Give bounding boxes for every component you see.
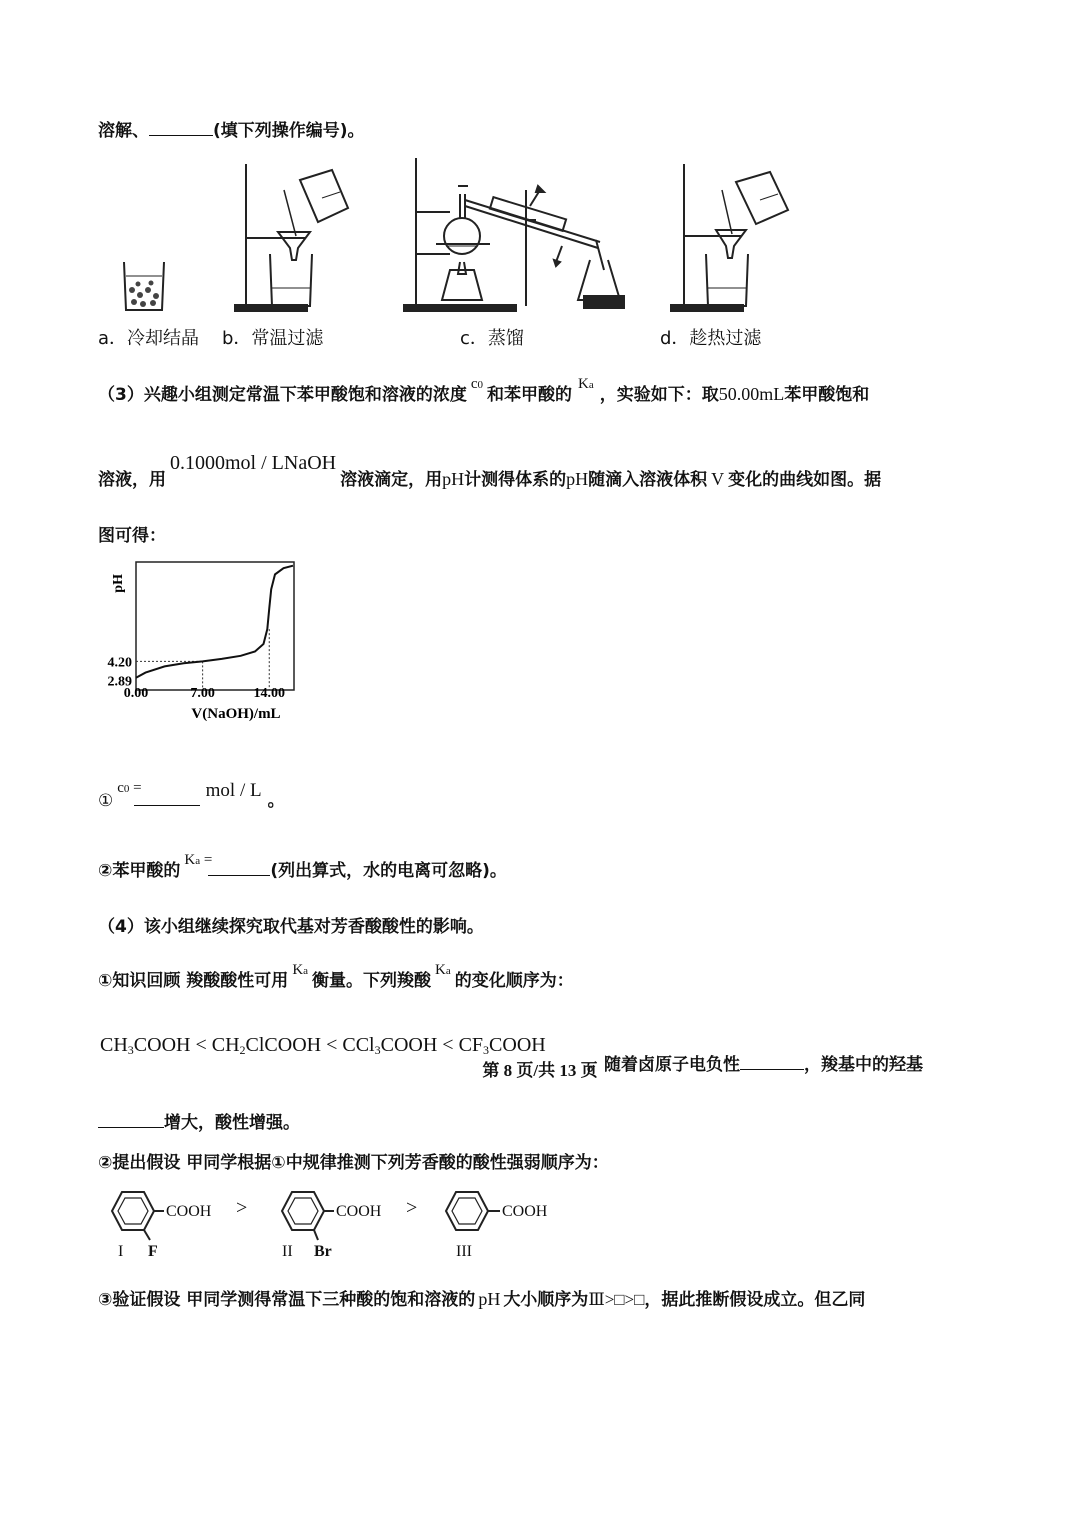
q3-line2 (98, 452, 882, 491)
titration-chart (96, 556, 316, 726)
ka-symbol (578, 376, 594, 392)
x-axis-label: V(NaOH)/mL (191, 706, 281, 722)
q3-text-c: ，实验如下：取 (599, 385, 719, 405)
q3-text-i: 变化的曲线如图。据 (728, 470, 882, 490)
c0-subscript-2: 0 (123, 783, 130, 795)
sub-question-1 (98, 780, 285, 812)
know-text-c: 的变化顺序为： (454, 971, 574, 991)
q3-text-d: 苯甲酸饱和 (784, 385, 870, 405)
q3-line1 (98, 376, 870, 405)
formula-subscript: 2 (239, 1043, 246, 1057)
acid-II-group: COOH (336, 1203, 382, 1220)
item-number-1: ① (98, 791, 114, 811)
know-text-a: ①知识回顾 羧酸酸性可用 (98, 971, 289, 991)
q3-text-a: （3）兴趣小组测定常温下苯甲酸饱和溶液的浓度 (98, 385, 467, 405)
fill-blank-line (98, 116, 365, 141)
polarity-blank[interactable] (98, 1111, 164, 1128)
page-footer-wrap (0, 1056, 1080, 1081)
ph-meter: pH (442, 469, 465, 489)
q3-text-h: 随滴入溶液体积 (588, 470, 708, 490)
y-tick-4.20: 4.20 (107, 655, 132, 671)
chart-frame (136, 562, 294, 690)
acid-II-substituent: Br (314, 1243, 332, 1260)
q3-text-e: 溶液，用 (98, 470, 166, 490)
apparatus-c-distillation (404, 158, 624, 311)
answer-blank[interactable] (149, 119, 213, 136)
hypothesis-line: ②提出假设 甲同学根据①中规律推测下列芳香酸的酸性强弱顺序为： (98, 1153, 609, 1173)
ph-label: pH (566, 469, 589, 489)
x-tick-14: 14.00 (253, 686, 286, 701)
apparatus-b-filtration (235, 164, 348, 311)
knowledge-review-line (98, 962, 574, 991)
verification-line (98, 1285, 865, 1310)
page-footer: 第 8 页/共 13 页 (482, 1061, 598, 1080)
naoh-concentration: 0.1000mol / LNaOH (170, 452, 337, 474)
volume-value: 50.00mL (718, 384, 785, 404)
polarity-text: 增大，酸性增强。 (164, 1113, 300, 1133)
verify-text-b: 大小顺序为 (503, 1290, 589, 1310)
benzoic-acid-I-structure (112, 1192, 164, 1240)
acid-I-substituent: F (148, 1243, 158, 1260)
y-axis-label: pH (111, 574, 126, 593)
q3-text-f: 溶液滴定，用 (340, 470, 443, 490)
period-1: 。 (267, 791, 285, 811)
acid-I-number: I (118, 1243, 124, 1260)
ka-subscript: a (588, 379, 594, 391)
line-suffix: (填下列操作编号)。 (213, 121, 365, 141)
formula-part: CH (100, 1034, 128, 1056)
equals-sign-1: = (133, 780, 142, 796)
sub2-suffix: (列出算式，水的电离可忽略)。 (270, 861, 507, 881)
volume-symbol: V (711, 469, 725, 489)
polarity-line (98, 1108, 300, 1133)
c0-answer-blank[interactable] (134, 789, 200, 806)
ka-letter-4: K (435, 962, 446, 978)
titration-curve (136, 566, 293, 678)
acid-order-formula (100, 1034, 546, 1058)
c0-symbol-2 (117, 780, 141, 796)
ka-letter: K (578, 376, 589, 392)
greater-than-1: > (236, 1197, 248, 1219)
q4-title: （4）该小组继续探究取代基对芳香酸酸性的影响。 (98, 917, 484, 937)
c0-letter-2: c (117, 780, 124, 796)
apparatus-label-c: c．蒸馏 (460, 328, 524, 349)
ka-subscript-4: a (445, 965, 451, 977)
c0-symbol (471, 376, 483, 392)
q3-line3: 图可得： (98, 526, 166, 546)
know-text-b: 衡量。下列羧酸 (312, 971, 432, 991)
acid-II-number: II (282, 1243, 293, 1260)
formula-part: COOH < CF (380, 1034, 484, 1056)
benzoic-acid-II-structure (282, 1192, 334, 1240)
followup-text-b: ，羧基中的羟基 (804, 1055, 923, 1075)
formula-subscript: 3 (127, 1043, 134, 1057)
verify-ph: pH (478, 1289, 501, 1309)
greater-than-2: > (406, 1197, 418, 1219)
formula-part: COOH (489, 1034, 546, 1056)
x-tick-0: 0.00 (123, 686, 149, 701)
apparatus-d-hot-filtration (671, 164, 788, 311)
y-tick-2.89: 2.89 (107, 674, 132, 690)
acid-III-group: COOH (502, 1203, 548, 1220)
line-prefix: 溶解、 (98, 121, 149, 141)
ka-symbol-3 (292, 962, 308, 978)
ka-letter-3: K (292, 962, 304, 978)
ka-answer-blank[interactable] (208, 859, 270, 876)
c0-letter: c (470, 376, 478, 392)
ka-subscript-2: a (195, 855, 201, 867)
x-tick-7: 7.00 (190, 686, 215, 701)
aromatic-acids-figure (96, 1180, 576, 1262)
verify-text-a: ③验证假设 甲同学测得常温下三种酸的饱和溶液的 (98, 1290, 476, 1310)
ka-symbol-4 (435, 962, 451, 978)
sub-question-2 (98, 852, 507, 881)
apparatus-label-b: b．常温过滤 (222, 328, 324, 349)
ka-symbol-2 (184, 852, 212, 868)
ka-letter-2: K (184, 852, 196, 868)
verify-text-c: ，据此推断假设成立。但乙同 (644, 1290, 866, 1310)
acid-III-number: III (456, 1243, 472, 1260)
apparatus-label-a: a．冷却结晶 (98, 328, 200, 349)
formula-text (100, 1034, 546, 1056)
followup-text-a: 。随着卤原子电负性 (587, 1055, 740, 1075)
q3-text-g: 计测得体系的 (464, 470, 567, 490)
formula-subscript: 3 (483, 1043, 490, 1057)
verify-order: Ⅲ>□>□ (588, 1290, 645, 1309)
apparatus-label-d: d．趁热过滤 (660, 328, 762, 349)
apparatus-a-beaker (124, 262, 164, 310)
ka-subscript-3: a (303, 965, 309, 977)
equals-sign-2: = (203, 852, 213, 868)
apparatus-figure (110, 150, 830, 320)
benzoic-acid-III-structure (446, 1192, 500, 1230)
unit-mol-per-l: mol / L (205, 780, 262, 801)
q3-text-b: 和苯甲酸的 (487, 385, 572, 405)
acid-I-group: COOH (166, 1203, 212, 1220)
sub2-prefix: ②苯甲酸的 (98, 861, 181, 881)
c0-subscript: 0 (477, 379, 483, 391)
formula-part: COOH < CH (133, 1034, 240, 1056)
formula-part: ClCOOH < CCl (245, 1034, 375, 1056)
formula-subscript: 3 (374, 1043, 381, 1057)
